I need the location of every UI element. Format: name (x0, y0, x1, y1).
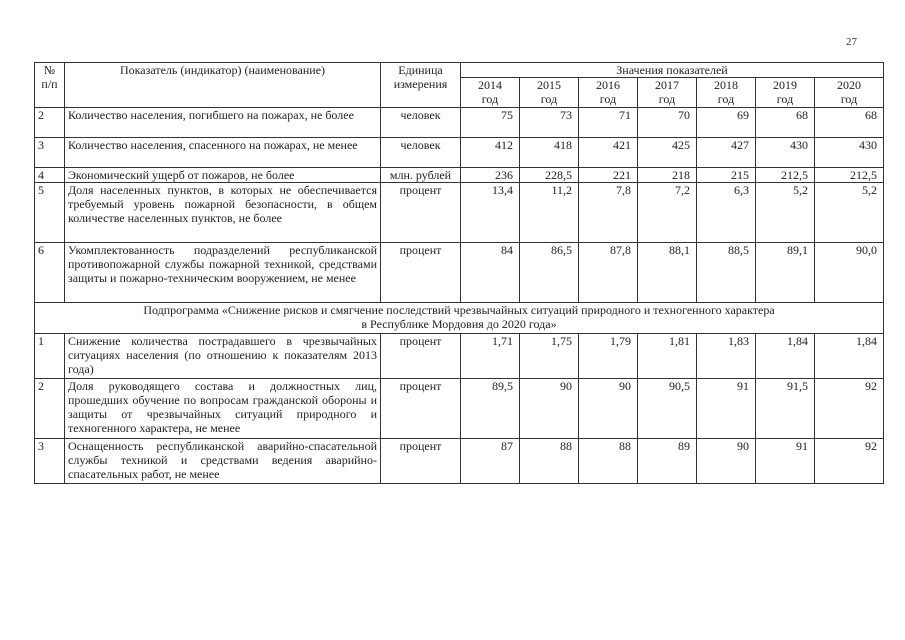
value-cell-2018: 215 (697, 168, 756, 183)
unit-cell: человек (381, 108, 461, 138)
header-indicator: Показатель (индикатор) (наименование) (65, 63, 381, 108)
unit-cell: процент (381, 334, 461, 379)
indicator-name: Оснащенность республиканской аварийно-спасательной службы техникой и средствами ведения аварийно-спасательных работ, не менее (65, 439, 381, 484)
header-year-4 (697, 78, 756, 108)
value-cell-2019: 89,1 (756, 243, 815, 303)
unit-cell: процент (381, 243, 461, 303)
value-cell-2014: 87 (461, 439, 520, 484)
value-cell-2014: 13,4 (461, 183, 520, 243)
unit-cell: процент (381, 183, 461, 243)
value-cell-2015: 228,5 (520, 168, 579, 183)
table-row (35, 379, 884, 439)
table-row (35, 439, 884, 484)
value-cell-2015: 11,2 (520, 183, 579, 243)
header-year-label: год (658, 92, 676, 106)
unit-cell: млн. рублей (381, 168, 461, 183)
unit-cell: процент (381, 379, 461, 439)
value-cell-2015: 86,5 (520, 243, 579, 303)
header-year-2 (579, 78, 638, 108)
indicator-name: Экономический ущерб от пожаров, не более (65, 168, 381, 183)
header-year-label: год (540, 92, 558, 106)
header-year-value: 2018 (714, 78, 738, 92)
value-cell-2020: 92 (815, 379, 884, 439)
value-cell-2014: 84 (461, 243, 520, 303)
header-year-label: год (481, 92, 499, 106)
indicator-name: Доля руководящего состава и должностных лиц, прошедших обучение по вопросам гражданской обороны и защиты от чрезвычайных ситуаций природного и техногенного характера, не менее (65, 379, 381, 439)
indicator-name: Укомплектованность подразделений республиканской противопожарной службы пожарной техникой, средствами защиты и пожарно-техническим вооружением, не менее (65, 243, 381, 303)
value-cell-2019: 68 (756, 108, 815, 138)
value-cell-2018: 427 (697, 138, 756, 168)
value-cell-2018: 91 (697, 379, 756, 439)
value-cell-2014: 412 (461, 138, 520, 168)
header-row-top (35, 63, 884, 78)
value-cell-2020: 5,2 (815, 183, 884, 243)
value-cell-2018: 88,5 (697, 243, 756, 303)
row-number: 3 (35, 138, 65, 168)
indicator-name: Количество населения, спасенного на пожарах, не менее (65, 138, 381, 168)
indicator-name: Доля населенных пунктов, в которых не обеспечивается требуемый уровень пожарной безопасности, в общем количестве населенных пунктов, не более (65, 183, 381, 243)
header-year-value: 2020 (837, 78, 861, 92)
table-row (35, 168, 884, 183)
header-num: № п/п (35, 63, 65, 108)
value-cell-2019: 5,2 (756, 183, 815, 243)
header-year-value: 2017 (655, 78, 679, 92)
value-cell-2020: 92 (815, 439, 884, 484)
value-cell-2017: 425 (638, 138, 697, 168)
table-row (35, 334, 884, 379)
value-cell-2016: 1,79 (579, 334, 638, 379)
page-number: 27 (846, 36, 857, 48)
value-cell-2015: 418 (520, 138, 579, 168)
header-year-5 (756, 78, 815, 108)
indicator-name: Количество населения, погибшего на пожарах, не более (65, 108, 381, 138)
value-cell-2019: 430 (756, 138, 815, 168)
value-cell-2019: 212,5 (756, 168, 815, 183)
header-year-value: 2014 (478, 78, 502, 92)
header-year-6 (815, 78, 884, 108)
value-cell-2016: 221 (579, 168, 638, 183)
value-cell-2017: 88,1 (638, 243, 697, 303)
value-cell-2016: 7,8 (579, 183, 638, 243)
row-number: 1 (35, 334, 65, 379)
value-cell-2018: 69 (697, 108, 756, 138)
value-cell-2014: 1,71 (461, 334, 520, 379)
header-year-value: 2019 (773, 78, 797, 92)
value-cell-2017: 1,81 (638, 334, 697, 379)
indicator-name: Снижение количества пострадавшего в чрезвычайных ситуациях населения (по отношению к показателям 2013 года) (65, 334, 381, 379)
value-cell-2020: 1,84 (815, 334, 884, 379)
unit-cell: процент (381, 439, 461, 484)
value-cell-2018: 6,3 (697, 183, 756, 243)
row-number: 2 (35, 379, 65, 439)
value-cell-2016: 71 (579, 108, 638, 138)
header-year-1 (520, 78, 579, 108)
value-cell-2020: 68 (815, 108, 884, 138)
value-cell-2016: 87,8 (579, 243, 638, 303)
header-year-3 (638, 78, 697, 108)
value-cell-2017: 7,2 (638, 183, 697, 243)
value-cell-2016: 421 (579, 138, 638, 168)
value-cell-2020: 90,0 (815, 243, 884, 303)
header-values: Значения показателей (461, 63, 884, 78)
table-row (35, 243, 884, 303)
header-year-label: год (599, 92, 617, 106)
row-number: 5 (35, 183, 65, 243)
subprogram-title-line2: в Республике Мордовия до 2020 года» (361, 317, 557, 331)
header-year-0 (461, 78, 520, 108)
indicators-table (34, 62, 884, 484)
value-cell-2015: 88 (520, 439, 579, 484)
header-unit: Единица измерения (381, 63, 461, 108)
value-cell-2020: 430 (815, 138, 884, 168)
row-number: 4 (35, 168, 65, 183)
header-year-label: год (717, 92, 735, 106)
header-year-value: 2016 (596, 78, 620, 92)
table-row (35, 183, 884, 243)
value-cell-2015: 73 (520, 108, 579, 138)
row-number: 6 (35, 243, 65, 303)
row-number: 3 (35, 439, 65, 484)
value-cell-2019: 91 (756, 439, 815, 484)
value-cell-2017: 70 (638, 108, 697, 138)
value-cell-2019: 1,84 (756, 334, 815, 379)
value-cell-2014: 75 (461, 108, 520, 138)
unit-cell: человек (381, 138, 461, 168)
subprogram-title (35, 303, 884, 334)
value-cell-2019: 91,5 (756, 379, 815, 439)
table-row (35, 138, 884, 168)
value-cell-2017: 89 (638, 439, 697, 484)
header-year-label: год (776, 92, 794, 106)
value-cell-2017: 218 (638, 168, 697, 183)
value-cell-2020: 212,5 (815, 168, 884, 183)
value-cell-2016: 90 (579, 379, 638, 439)
value-cell-2014: 89,5 (461, 379, 520, 439)
value-cell-2017: 90,5 (638, 379, 697, 439)
value-cell-2014: 236 (461, 168, 520, 183)
row-number: 2 (35, 108, 65, 138)
table-row (35, 108, 884, 138)
header-year-label: год (840, 92, 858, 106)
value-cell-2015: 90 (520, 379, 579, 439)
subprogram-row (35, 303, 884, 334)
header-year-value: 2015 (537, 78, 561, 92)
subprogram-title-line1: Подпрограмма «Снижение рисков и смягчение последствий чрезвычайных ситуаций природного и техногенного характера (143, 303, 775, 317)
value-cell-2018: 90 (697, 439, 756, 484)
value-cell-2015: 1,75 (520, 334, 579, 379)
value-cell-2018: 1,83 (697, 334, 756, 379)
value-cell-2016: 88 (579, 439, 638, 484)
